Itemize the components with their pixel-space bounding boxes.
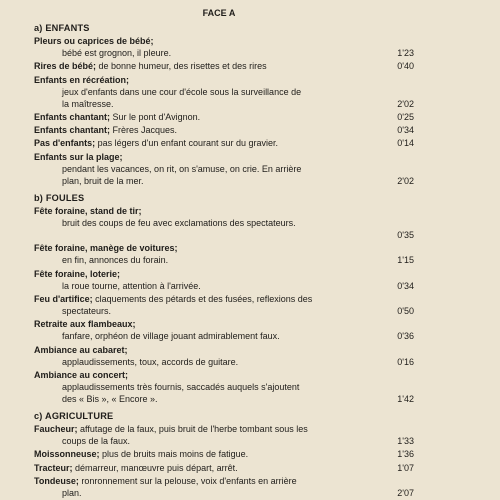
track-description: jeux d'enfants dans une cour d'école sous la surveillance de — [62, 86, 302, 97]
track-line — [62, 435, 414, 447]
track-description: plan. — [62, 488, 82, 499]
track-line — [34, 462, 414, 474]
track-description: fanfare, orphéon de village jouant admirablement faux. — [62, 331, 280, 342]
track-line — [34, 318, 414, 330]
track-description: la roue tourne, attention à l'arrivée. — [62, 280, 201, 291]
track-duration: 1'42 — [397, 393, 414, 404]
track-description: de bonne humeur, des risettes et des rires — [96, 61, 267, 72]
track-entry — [14, 35, 414, 59]
track-entry — [14, 60, 414, 72]
track-description: pendant les vacances, on rit, on s'amuse, on crie. En arrière — [62, 163, 302, 174]
track-line — [62, 330, 414, 342]
track-entry — [14, 151, 414, 187]
track-line — [62, 47, 414, 59]
track-description: affutage de la faux, puis bruit de l'herbe tombant sous les — [77, 424, 308, 435]
track-entry — [14, 462, 414, 474]
track-description: bruit des coups de feu avec exclamations des spectateurs. — [62, 218, 296, 229]
track-description: en fin, annonces du forain. — [62, 255, 169, 266]
track-duration: 1'07 — [397, 462, 414, 473]
track-title: Tracteur; — [34, 462, 73, 473]
track-description: pas légers d'un enfant courant sur du gravier. — [95, 138, 278, 149]
track-line — [62, 305, 414, 317]
track-line — [34, 344, 414, 356]
track-title: Pleurs ou caprices de bébé; — [34, 36, 154, 46]
track-description: la maîtresse. — [62, 98, 114, 109]
track-duration: 0'50 — [397, 305, 414, 316]
track-line — [62, 356, 414, 368]
track-description: spectateurs. — [62, 305, 112, 316]
track-description: claquements des pétards et des fusées, reflexions des — [92, 293, 313, 304]
track-title: Enfants sur la plage; — [34, 151, 123, 162]
track-description: plan, bruit de la mer. — [62, 175, 144, 186]
track-duration: 1'33 — [397, 436, 414, 447]
track-duration: 2'02 — [397, 175, 414, 186]
track-description: Sur le pont d'Avignon. — [110, 111, 201, 122]
track-line — [34, 475, 414, 487]
track-line — [62, 254, 414, 266]
track-title: Enfants chantant; — [34, 111, 111, 122]
track-line — [34, 205, 414, 217]
track-duration: 0'34 — [397, 280, 414, 291]
track-line — [34, 35, 414, 47]
track-duration: 1'23 — [397, 48, 414, 58]
track-title: Enfants en récréation; — [34, 74, 130, 85]
section-title: b) FOULES — [34, 193, 85, 204]
track-title: Fête foraine, loterie; — [34, 268, 121, 279]
track-title: Fête foraine, manège de voitures; — [34, 243, 178, 254]
track-duration: 0'14 — [397, 138, 414, 149]
section-title: c) AGRICULTURE — [34, 411, 114, 422]
track-duration: 2'02 — [397, 98, 414, 109]
track-title: Faucheur; — [34, 424, 78, 435]
track-line — [34, 74, 414, 86]
track-description: bébé est grognon, il pleure. — [62, 48, 172, 58]
track-description: des « Bis », « Encore ». — [62, 393, 158, 404]
track-line — [34, 151, 414, 163]
track-duration: 0'35 — [397, 230, 414, 241]
track-duration: 0'40 — [397, 61, 414, 72]
track-description: applaudissements, toux, accords de guitare. — [62, 356, 239, 367]
track-line — [62, 98, 414, 110]
track-description: plus de bruits mais moins de fatigue. — [99, 449, 249, 460]
track-sections — [14, 21, 414, 499]
track-title: Ambiance au cabaret; — [34, 344, 128, 355]
track-line — [62, 217, 414, 229]
track-duration: 0'16 — [397, 356, 414, 367]
track-line — [34, 137, 414, 149]
track-entry — [14, 268, 414, 292]
track-line — [34, 369, 414, 381]
track-line — [62, 381, 414, 393]
track-entry — [14, 74, 414, 110]
track-line — [62, 163, 414, 175]
track-title: Tondeuse; — [34, 476, 79, 487]
track-entry — [14, 124, 414, 136]
track-line — [62, 175, 414, 187]
track-title: Feu d'artifice; — [34, 293, 93, 304]
track-description: coups de la faux. — [62, 436, 131, 447]
track-title: Retraite aux flambeaux; — [34, 319, 136, 330]
track-title: Moissonneuse; — [34, 449, 100, 460]
track-description: démarreur, manœuvre puis départ, arrêt. — [72, 462, 238, 473]
track-title: Fête foraine, stand de tir; — [34, 206, 142, 217]
track-duration: 1'15 — [397, 255, 414, 266]
track-entry — [14, 137, 414, 149]
face-title: FACE A — [202, 8, 236, 18]
track-line — [34, 268, 414, 280]
track-entry — [14, 318, 414, 342]
track-title: Enfants chantant; — [34, 125, 111, 136]
track-title: Ambiance au concert; — [34, 369, 129, 380]
track-title: Pas d'enfants; — [34, 138, 96, 149]
track-duration: 0'36 — [397, 331, 414, 342]
track-line — [34, 242, 414, 254]
track-line — [62, 393, 414, 405]
track-duration: 0'25 — [397, 111, 414, 122]
track-line — [62, 280, 414, 292]
track-entry — [14, 242, 414, 266]
track-duration: 0'34 — [397, 125, 414, 136]
track-description: ronronnement sur la pelouse, voix d'enfants en arrière — [78, 476, 297, 487]
track-line — [34, 60, 414, 72]
track-description: applaudissements très fournis, saccadés auquels s'ajoutent — [62, 381, 300, 392]
track-line — [34, 124, 414, 136]
track-entry — [14, 423, 414, 447]
track-entry — [14, 111, 414, 123]
track-title: Rires de bébé; — [34, 61, 97, 72]
track-duration: 2'07 — [397, 488, 414, 499]
face-a-column — [14, 6, 414, 500]
track-line — [62, 86, 414, 98]
track-entry — [14, 475, 414, 499]
track-description: Frères Jacques. — [110, 125, 178, 136]
track-duration: 1'36 — [397, 449, 414, 460]
section-title: a) ENFANTS — [34, 23, 90, 33]
track-line — [34, 293, 414, 305]
track-line — [34, 448, 414, 460]
track-line — [62, 487, 414, 499]
track-entry — [14, 369, 414, 405]
track-line — [34, 111, 414, 123]
track-entry — [14, 344, 414, 368]
track-entry — [14, 293, 414, 317]
track-entry — [14, 448, 414, 460]
track-line — [34, 423, 414, 435]
track-entry — [14, 205, 414, 241]
